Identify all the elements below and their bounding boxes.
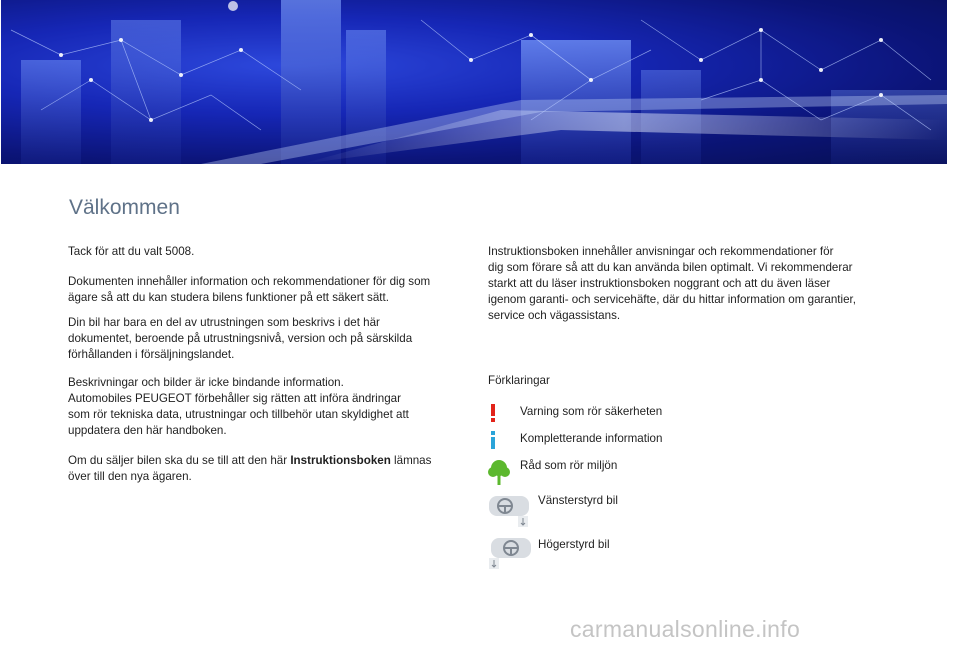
legend-item-safety-warning: Varning som rör säkerheten xyxy=(520,405,663,418)
text-line: Beskrivningar och bilder är icke bindande information. xyxy=(68,376,344,389)
paragraph-documents xyxy=(68,274,468,306)
legend-heading: Förklaringar xyxy=(488,374,550,387)
text-line: över till den nya ägaren. xyxy=(68,470,192,483)
legend-item-right-hand-drive: Högerstyrd bil xyxy=(538,538,610,551)
warning-exclamation-icon xyxy=(488,404,498,422)
text-line: service och vägassistans. xyxy=(488,309,621,322)
text-line: igenom garanti- och servicehäfte, där du hittar information om garantier, xyxy=(488,293,856,306)
legend-item-additional-info: Kompletterande information xyxy=(520,432,663,445)
paragraph-selling xyxy=(68,453,468,485)
legend-item-left-hand-drive: Vänsterstyrd bil xyxy=(538,494,618,507)
right-hand-drive-icon xyxy=(488,536,532,570)
tree-icon xyxy=(488,459,510,485)
right-column xyxy=(488,244,888,324)
header-banner-image xyxy=(1,0,947,164)
city-network-illustration xyxy=(1,0,947,164)
paragraph-equipment xyxy=(68,315,468,363)
paragraph-disclaimer xyxy=(68,375,468,439)
text-line: ägare så att du kan studera bilens funktioner på ett säkert sätt. xyxy=(68,291,389,304)
text-line: Om du säljer bilen ska du se till att den här xyxy=(68,454,291,467)
text-line: som rör tekniska data, utrustningar och tillbehör utan skyldighet att xyxy=(68,408,409,421)
left-hand-drive-icon xyxy=(488,494,532,528)
text-line: dig som förare så att du kan använda bilen optimalt. Vi rekommenderar xyxy=(488,261,853,274)
info-icon xyxy=(488,431,498,449)
text-line: Automobiles PEUGEOT förbehåller sig rätten att införa ändringar xyxy=(68,392,401,405)
text-line: Din bil har bara en del av utrustningen som beskrivs i det här xyxy=(68,316,380,329)
paragraph-thanks: Tack för att du valt 5008. xyxy=(68,245,195,258)
text-line: lämnas xyxy=(390,454,432,467)
text-line: Instruktionsboken innehåller anvisningar och rekommendationer för xyxy=(488,245,834,258)
text-line: förhållanden i försäljningslandet. xyxy=(68,348,235,361)
text-line: dokumentet, beroende på utrustningsnivå, version och på särskilda xyxy=(68,332,413,345)
text-line: uppdatera den här handboken. xyxy=(68,424,227,437)
manual-name-bold: Instruktionsboken xyxy=(290,454,391,467)
page-title: Välkommen xyxy=(69,196,180,219)
text-line: starkt att du läser instruktionsboken noggrant och att du även läser xyxy=(488,277,831,290)
watermark-text: carmanualsonline.info xyxy=(570,616,801,642)
left-column xyxy=(68,244,468,485)
legend-item-environment: Råd som rör miljön xyxy=(520,459,618,472)
text-line: Dokumenten innehåller information och rekommendationer för dig som xyxy=(68,275,431,288)
paragraph-instructions xyxy=(488,244,888,324)
